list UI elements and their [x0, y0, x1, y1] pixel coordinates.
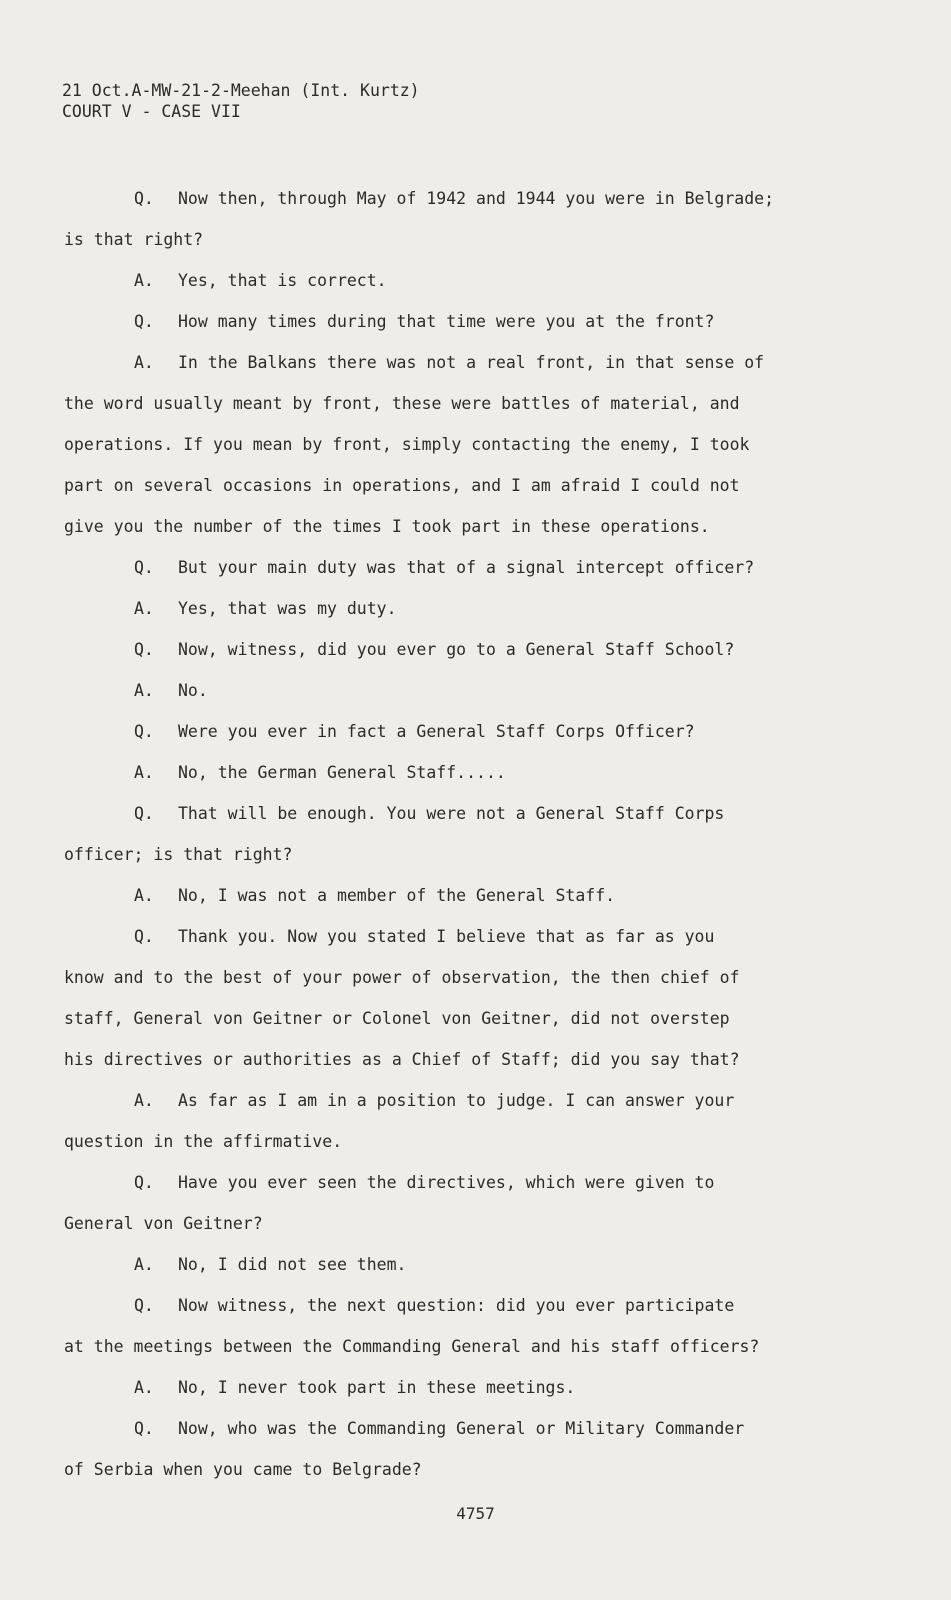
line-text: As far as I am in a position to judge. I can answer your: [178, 1091, 735, 1110]
transcript-line: [64, 1326, 824, 1367]
transcript-line: [64, 1285, 824, 1326]
transcript-line: [64, 916, 824, 957]
line-text: Now witness, the next question: did you ever participate: [178, 1296, 735, 1315]
question-marker: Q.: [134, 927, 154, 946]
question-marker: Q.: [134, 1296, 154, 1315]
answer-marker: A.: [134, 353, 154, 372]
line-text: officer; is that right?: [64, 845, 293, 864]
transcript-line: [64, 1244, 824, 1285]
line-text: is that right?: [64, 230, 204, 249]
line-text: How many times during that time were you at the front?: [178, 312, 715, 331]
line-text: part on several occasions in operations, and I am afraid I could not: [64, 476, 740, 495]
answer-marker: A.: [134, 1378, 154, 1397]
line-text: Now, witness, did you ever go to a General Staff School?: [178, 640, 735, 659]
question-marker: Q.: [134, 722, 154, 741]
transcript-line: [64, 793, 824, 834]
line-text: No, I did not see them.: [178, 1255, 407, 1274]
line-text: Yes, that is correct.: [178, 271, 387, 290]
line-text: know and to the best of your power of observation, the then chief of: [64, 968, 740, 987]
transcript-line: [64, 711, 824, 752]
question-marker: Q.: [134, 1419, 154, 1438]
line-text: at the meetings between the Commanding General and his staff officers?: [64, 1337, 760, 1356]
transcript-line: [64, 301, 824, 342]
transcript-line: [64, 670, 824, 711]
transcript-line: [64, 260, 824, 301]
line-text: question in the affirmative.: [64, 1132, 343, 1151]
transcript-line: [64, 219, 824, 260]
transcript-line: [64, 1203, 824, 1244]
answer-marker: A.: [134, 886, 154, 905]
line-text: No, the German General Staff.....: [178, 763, 506, 782]
line-text: Were you ever in fact a General Staff Corps Officer?: [178, 722, 695, 741]
transcript-line: [64, 957, 824, 998]
answer-marker: A.: [134, 1255, 154, 1274]
header-line-1: 21 Oct.A-MW-21-2-Meehan (Int. Kurtz): [62, 81, 420, 100]
answer-marker: A.: [134, 1091, 154, 1110]
transcript-line: [64, 342, 824, 383]
transcript-line: [64, 834, 824, 875]
line-text: operations. If you mean by front, simply contacting the enemy, I took: [64, 435, 750, 454]
line-text: No, I was not a member of the General Staff.: [178, 886, 616, 905]
transcript-line: [64, 1162, 824, 1203]
question-marker: Q.: [134, 640, 154, 659]
transcript-line: [64, 1080, 824, 1121]
question-marker: Q.: [134, 804, 154, 823]
line-text: Now, who was the Commanding General or Military Commander: [178, 1419, 745, 1438]
header-line-2: COURT V - CASE VII: [62, 102, 241, 121]
line-text: Now then, through May of 1942 and 1944 you were in Belgrade;: [178, 189, 775, 208]
line-text: the word usually meant by front, these were battles of material, and: [64, 394, 740, 413]
line-text: Have you ever seen the directives, which were given to: [178, 1173, 715, 1192]
line-text: But your main duty was that of a signal intercept officer?: [178, 558, 755, 577]
line-text: No, I never took part in these meetings.: [178, 1378, 576, 1397]
line-text: Yes, that was my duty.: [178, 599, 397, 618]
transcript-line: [64, 1408, 824, 1449]
line-text: give you the number of the times I took part in these operations.: [64, 517, 710, 536]
line-text: staff, General von Geitner or Colonel von Geitner, did not overstep: [64, 1009, 730, 1028]
line-text: of Serbia when you came to Belgrade?: [64, 1460, 422, 1479]
transcript-body: [64, 178, 824, 1490]
answer-marker: A.: [134, 271, 154, 290]
transcript-line: [64, 178, 824, 219]
transcript-line: [64, 547, 824, 588]
transcript-line: [64, 1449, 824, 1490]
question-marker: Q.: [134, 312, 154, 331]
transcript-line: [64, 1039, 824, 1080]
transcript-line: [64, 629, 824, 670]
document-header: [62, 80, 420, 122]
question-marker: Q.: [134, 1173, 154, 1192]
line-text: In the Balkans there was not a real front, in that sense of: [178, 353, 765, 372]
transcript-line: [64, 383, 824, 424]
question-marker: Q.: [134, 558, 154, 577]
line-text: General von Geitner?: [64, 1214, 263, 1233]
transcript-line: [64, 424, 824, 465]
answer-marker: A.: [134, 599, 154, 618]
transcript-line: [64, 998, 824, 1039]
transcript-line: [64, 1121, 824, 1162]
transcript-line: [64, 465, 824, 506]
page-number: 4757: [456, 1504, 495, 1523]
line-text: his directives or authorities as a Chief of Staff; did you say that?: [64, 1050, 740, 1069]
line-text: Thank you. Now you stated I believe that as far as you: [178, 927, 715, 946]
line-text: No.: [178, 681, 208, 700]
transcript-line: [64, 875, 824, 916]
answer-marker: A.: [134, 681, 154, 700]
line-text: That will be enough. You were not a General Staff Corps: [178, 804, 725, 823]
transcript-line: [64, 1367, 824, 1408]
transcript-line: [64, 752, 824, 793]
transcript-line: [64, 506, 824, 547]
transcript-line: [64, 588, 824, 629]
question-marker: Q.: [134, 189, 154, 208]
answer-marker: A.: [134, 763, 154, 782]
